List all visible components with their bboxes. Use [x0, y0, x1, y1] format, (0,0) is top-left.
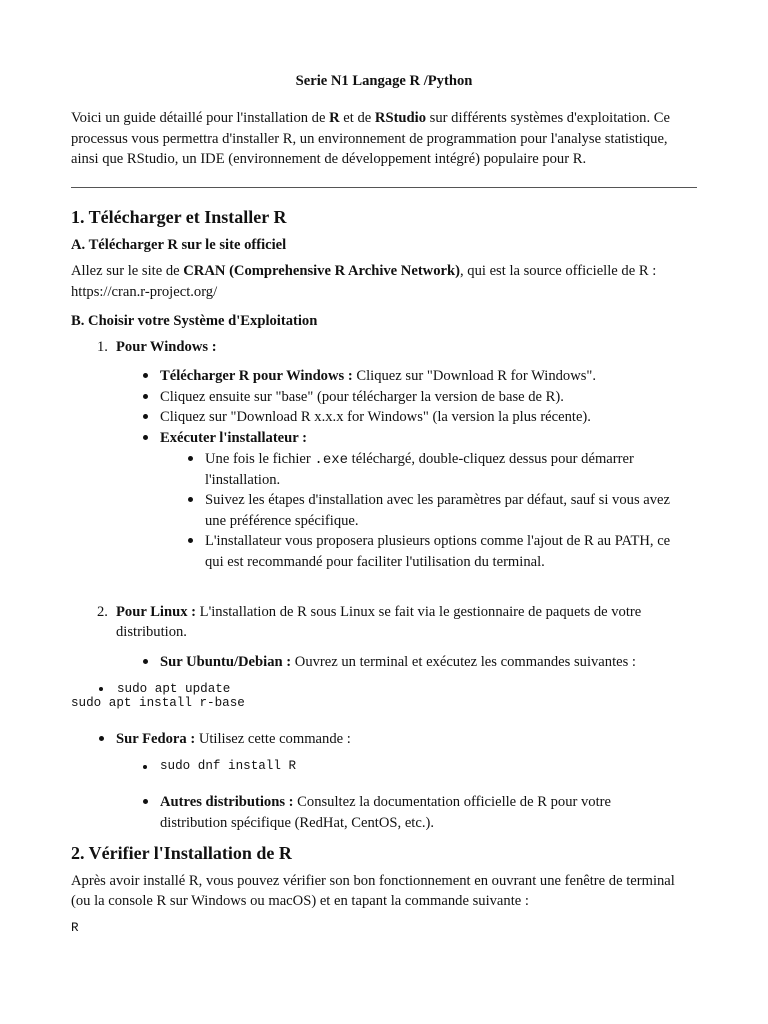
fedora-text: Utilisez cette commande : — [195, 731, 351, 747]
exe-item-2-line-1: Suivez les étapes d'installation avec les paramètres par défaut, sauf si vous avez — [205, 492, 670, 508]
ubuntu-label: Sur Ubuntu/Debian : — [160, 654, 292, 670]
intro-line-1 — [71, 108, 670, 129]
cran-text: Allez sur le site de — [71, 263, 184, 279]
bullet-dot — [143, 659, 148, 664]
bullet-dot — [99, 736, 104, 741]
windows-item-2: Cliquez ensuite sur "base" (pour télécharger la version de base de R). — [160, 389, 564, 405]
other-distros-line-1 — [160, 792, 611, 813]
fedora-command: sudo dnf install R — [160, 759, 297, 773]
other-distros-text: Consultez la documentation officielle de R pour votre — [293, 794, 611, 810]
windows-item-bold: Télécharger R pour Windows : — [160, 368, 353, 384]
exe-item-3-line-1: L'installateur vous proposera plusieurs options comme l'ajout de R au PATH, ce — [205, 533, 671, 549]
intro-text: sur différents systèmes d'exploitation. Ce — [426, 110, 670, 126]
ubuntu-text: Ouvrez un terminal et exécutez les commandes suivantes : — [291, 654, 636, 670]
other-distros-label: Autres distributions : — [160, 794, 294, 810]
bullet-dot — [143, 765, 147, 769]
fedora-label: Sur Fedora : — [116, 731, 196, 747]
bullet-dot — [143, 394, 148, 399]
windows-item-3: Cliquez sur "Download R x.x.x for Windows" (la version la plus récente). — [160, 409, 591, 425]
windows-item-text: Cliquez sur "Download R for Windows". — [352, 368, 597, 384]
subheading-a: A. Télécharger R sur le site officiel — [71, 237, 287, 253]
exe-item-text: Une fois le fichier — [205, 451, 315, 467]
other-distros-line-2: distribution spécifique (RedHat, CentOS, etc.). — [160, 815, 434, 831]
intro-line-2: processus vous permettra d'installer R, un environnement de programmation pour l'analyse statistique, — [71, 131, 668, 147]
linux-text: L'installation de R sous Linux se fait via le gestionnaire de paquets de votre — [196, 604, 642, 620]
bullet-dot — [143, 435, 148, 440]
intro-line-3: ainsi que RStudio, un IDE (environnement de développement intégré) populaire pour R. — [71, 151, 587, 167]
intro-rstudio-bold: RStudio — [374, 110, 427, 126]
linux-line-1 — [116, 602, 641, 623]
cran-url: https://cran.r-project.org/ — [71, 284, 218, 300]
intro-text: Voici un guide détaillé pour l'installation de — [71, 110, 330, 126]
section-2-heading: 2. Vérifier l'Installation de R — [71, 843, 292, 863]
bullet-dot — [143, 414, 148, 419]
list-number-1: 1. — [97, 339, 108, 355]
windows-item-1 — [160, 366, 596, 387]
exe-item-1-line-1 — [205, 449, 634, 470]
cran-text: , qui est la source officielle de R : — [459, 263, 657, 279]
exe-item-1-line-2: l'installation. — [205, 472, 281, 488]
subheading-b: B. Choisir votre Système d'Exploitation — [71, 313, 318, 329]
bullet-dot — [188, 538, 193, 543]
fedora-item — [116, 729, 351, 750]
intro-text: et de — [339, 110, 375, 126]
bullet-dot — [188, 456, 193, 461]
bullet-dot — [188, 497, 193, 502]
verify-line-2: (ou la console R sur Windows ou macOS) et en tapant la commande suivante : — [71, 893, 529, 909]
bullet-dot — [99, 687, 103, 691]
ubuntu-item — [160, 652, 636, 673]
exe-item-text: téléchargé, double-cliquez dessus pour démarrer — [348, 451, 634, 467]
intro-r-bold: R — [329, 110, 340, 126]
cran-line-1 — [71, 261, 656, 282]
horizontal-rule — [71, 187, 697, 188]
page-title: Serie N1 Langage R /Python — [295, 73, 473, 89]
windows-label: Pour Windows : — [116, 339, 217, 355]
bullet-dot — [143, 373, 148, 378]
exe-extension-code: .exe — [314, 452, 349, 468]
section-1-heading: 1. Télécharger et Installer R — [71, 207, 287, 227]
exe-item-3-line-2: qui est recommandé pour faciliter l'utilisation du terminal. — [205, 554, 545, 570]
linux-label: Pour Linux : — [116, 604, 197, 620]
ubuntu-command-2: sudo apt install r-base — [71, 696, 245, 710]
linux-line-2: distribution. — [116, 624, 187, 640]
ubuntu-command-1: sudo apt update — [117, 682, 231, 696]
list-number-2: 2. — [97, 604, 108, 620]
bullet-dot — [143, 799, 148, 804]
exe-item-2-line-2: une préférence spécifique. — [205, 513, 359, 529]
verify-command: R — [71, 921, 79, 935]
windows-item-4: Exécuter l'installateur : — [160, 430, 307, 446]
cran-name-bold: CRAN (Comprehensive R Archive Network) — [183, 263, 460, 279]
verify-line-1: Après avoir installé R, vous pouvez vérifier son bon fonctionnement en ouvrant une fenêtre de terminal — [71, 873, 675, 889]
